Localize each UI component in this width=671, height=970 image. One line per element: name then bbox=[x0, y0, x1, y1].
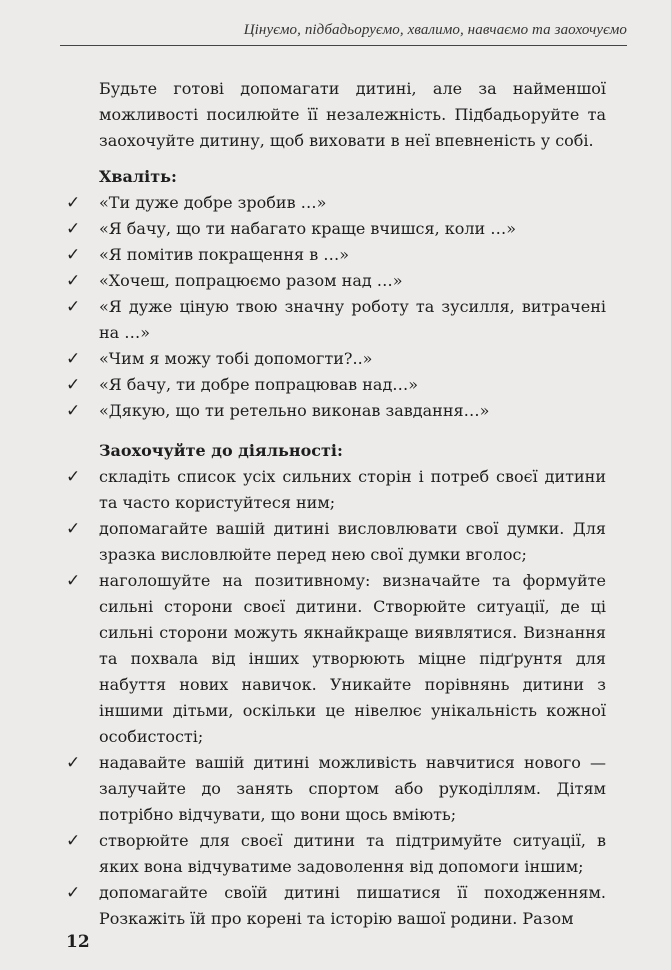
list-item bbox=[66, 750, 606, 828]
checkmark-icon: ✓ bbox=[66, 571, 81, 591]
list-item-text: «Я бачу, що ти набагато краще вчишся, коли …» bbox=[99, 219, 517, 238]
checkmark-icon: ✓ bbox=[66, 467, 81, 487]
list-item-text: допомагайте вашій дитині висловлювати свої думки. Для зразка висловлюйте перед нею свої думки вголос; bbox=[99, 519, 606, 564]
list-item-text: «Ти дуже добре зробив …» bbox=[99, 193, 327, 212]
list-item bbox=[66, 398, 606, 424]
list-item-text: наголошуйте на позитивному: визначайте та формуйте сильні сторони своєї дитини. Створюйте ситуації, де ці сильні сторони можуть якнайкраще виявлятися. Визнання та похвала від інших утворюють міцне підґрунтя для набуття нових навичок. Уникайте порівнянь дитини з іншими дітьми, оскільки це нівелює унікальність кожної особистості; bbox=[99, 571, 606, 746]
checkmark-icon: ✓ bbox=[66, 349, 81, 369]
checkmark-icon: ✓ bbox=[66, 519, 81, 539]
checkmark-icon: ✓ bbox=[66, 271, 81, 291]
encourage-list bbox=[66, 464, 606, 932]
list-item bbox=[66, 346, 606, 372]
running-header bbox=[60, 22, 627, 46]
list-item bbox=[66, 828, 606, 880]
list-item-text: створюйте для своєї дитини та підтримуйте ситуації, в яких вона відчуватиме задоволення від допомоги іншим; bbox=[99, 831, 606, 876]
running-title: Цінуємо, підбадьоруємо, хвалимо, навчаємо та заохочуємо bbox=[243, 22, 627, 38]
list-item-text: «Я дуже ціную твою значну роботу та зусилля, витрачені на …» bbox=[99, 297, 606, 342]
checkmark-icon: ✓ bbox=[66, 219, 81, 239]
list-item-text: складіть список усіх сильних сторін і потреб своєї дитини та часто користуйтеся ним; bbox=[99, 467, 606, 512]
page-body bbox=[66, 76, 606, 932]
list-item bbox=[66, 268, 606, 294]
list-item-text: «Хочеш, попрацюємо разом над …» bbox=[99, 271, 403, 290]
checkmark-icon: ✓ bbox=[66, 297, 81, 317]
list-item bbox=[66, 190, 606, 216]
list-item bbox=[66, 372, 606, 398]
intro-paragraph: Будьте готові допомагати дитині, але за найменшої можливості посилюйте її незалежність. Підбадьоруйте та заохочуйте дитину, щоб виховати в неї впевненість у собі. bbox=[99, 79, 606, 150]
list-item bbox=[66, 294, 606, 346]
list-item-text: допомагайте своїй дитині пишатися її походженням. Розкажіть їй про корені та історію вашої родини. Разом bbox=[99, 883, 606, 928]
praise-heading: Хваліть: bbox=[99, 167, 177, 186]
list-item-text: «Чим я можу тобі допомогти?..» bbox=[99, 349, 373, 368]
list-item bbox=[66, 242, 606, 268]
praise-list bbox=[66, 190, 606, 424]
encourage-heading: Заохочуйте до діяльності: bbox=[99, 441, 343, 460]
list-item-text: надавайте вашій дитині можливість навчитися нового — залучайте до занять спортом або рукоділлям. Дітям потрібно відчувати, що вони щось вміють; bbox=[99, 753, 606, 824]
page-number: 12 bbox=[66, 932, 90, 952]
list-item bbox=[66, 516, 606, 568]
list-item-text: «Я помітив покращення в …» bbox=[99, 245, 350, 264]
list-item-text: «Дякую, що ти ретельно виконав завдання…» bbox=[99, 401, 490, 420]
list-item-text: «Я бачу, ти добре попрацював над…» bbox=[99, 375, 419, 394]
list-item bbox=[66, 880, 606, 932]
list-item bbox=[66, 216, 606, 242]
checkmark-icon: ✓ bbox=[66, 401, 81, 421]
checkmark-icon: ✓ bbox=[66, 193, 81, 213]
checkmark-icon: ✓ bbox=[66, 883, 81, 903]
list-item bbox=[66, 568, 606, 750]
checkmark-icon: ✓ bbox=[66, 753, 81, 773]
checkmark-icon: ✓ bbox=[66, 831, 81, 851]
checkmark-icon: ✓ bbox=[66, 245, 81, 265]
checkmark-icon: ✓ bbox=[66, 375, 81, 395]
list-item bbox=[66, 464, 606, 516]
